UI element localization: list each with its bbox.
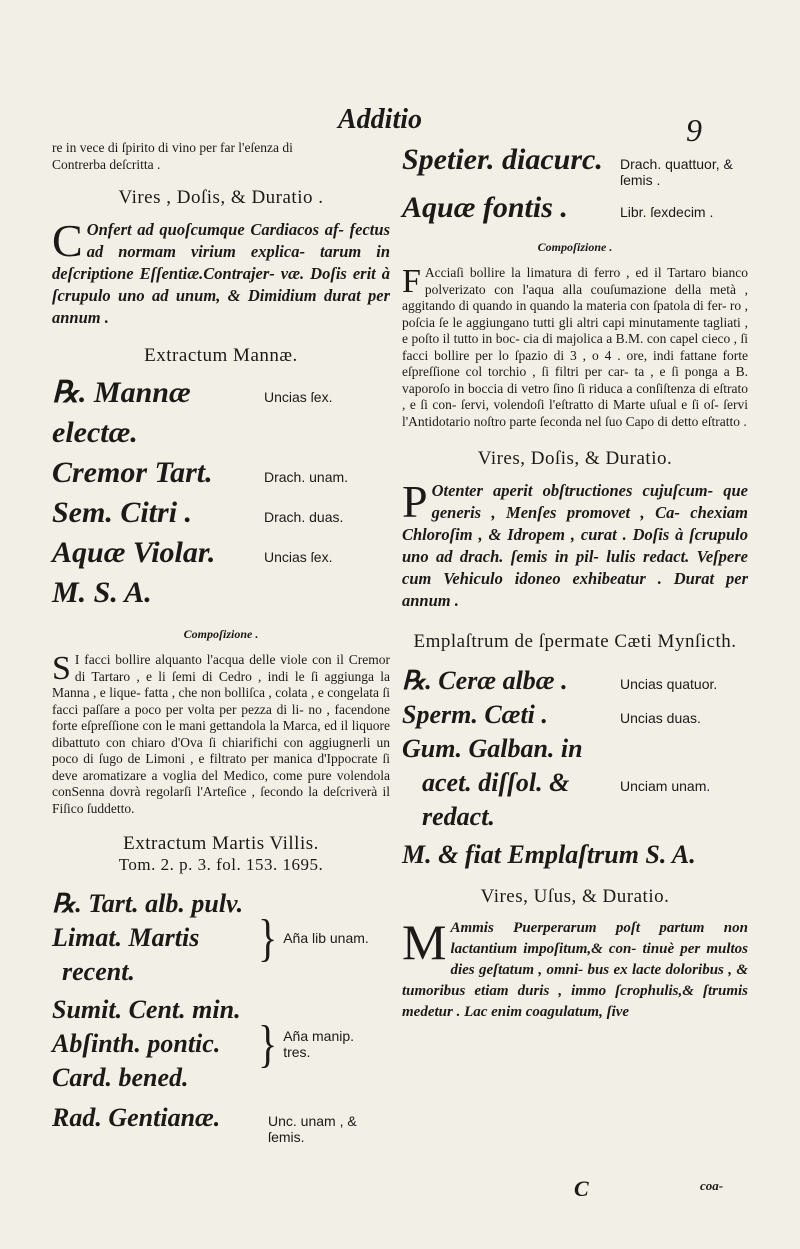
ingredient: Rad. Gentianæ. bbox=[52, 1103, 221, 1132]
ingredient-group bbox=[52, 993, 252, 1095]
recipe-row bbox=[402, 140, 748, 188]
recipe-row bbox=[402, 800, 748, 834]
composizione-paragraph bbox=[402, 265, 748, 430]
recipe-row bbox=[402, 766, 748, 800]
right-column bbox=[402, 140, 748, 1023]
ingredient: M. S. A. bbox=[52, 576, 152, 609]
recipe-row bbox=[402, 664, 748, 698]
dose: Uncias ſex. bbox=[264, 389, 333, 405]
dose: Uncias duas. bbox=[620, 710, 701, 726]
ingredient: Spetier. diacurc. bbox=[402, 143, 603, 176]
page-number: 9 bbox=[686, 112, 702, 148]
drop-cap: C bbox=[52, 215, 83, 266]
extract-title: Extractum Martis Villis. bbox=[123, 833, 319, 854]
vires-text: Otenter aperit obſtructiones cujuſcum- que generis , Menſes promovet , Ca- chexiam Chloroſim , & Idropem , curat . Doſis à ſcrupulo uno ad drach. ſemis in pil- lulis redact. Veſpere cum Vehiculo idoneo exhibeatur . Durat per annum . bbox=[402, 481, 748, 610]
ingredient: Aquæ fontis . bbox=[402, 191, 568, 224]
intro-line: re in vece di ſpirito di vino per far l'eſenza di bbox=[52, 140, 293, 155]
ingredient: ℞. Mannæ electæ. bbox=[52, 376, 191, 449]
emplastrum-final: M. & fiat Emplaſtrum S. A. bbox=[402, 840, 696, 869]
dose: Aña manip. tres. bbox=[283, 1028, 355, 1060]
intro-text bbox=[52, 140, 390, 173]
ingredient: Sem. Citri . bbox=[52, 496, 193, 529]
catchword: coa- bbox=[700, 1178, 724, 1193]
ingredient: recent. bbox=[62, 957, 135, 986]
dose: Drach. unam. bbox=[264, 469, 349, 485]
martis-group bbox=[52, 887, 390, 989]
extract-title: Extractum Mannæ. bbox=[144, 345, 298, 366]
manna-recipe bbox=[52, 373, 390, 613]
brace: } bbox=[258, 908, 278, 967]
intro-line: Contrerba deſcritta . bbox=[52, 156, 161, 172]
drop-cap: P bbox=[402, 476, 428, 527]
ingredient: ℞. Tart. alb. pulv. bbox=[52, 889, 244, 918]
ingredient: Abſinth. pontic. bbox=[52, 1029, 221, 1058]
dose: Libr. ſexdecim . bbox=[620, 204, 714, 220]
reference-line: Tom. 2. p. 3. fol. 153. 1695. bbox=[118, 855, 324, 874]
drop-cap: F bbox=[402, 263, 421, 300]
composizione-text: I facci bollire alquanto l'acqua delle viole con il Cremor di Tartaro , e li ſemi di Cedro , indi le ſi aggiunga la Manna , e lique- fatta , che non bolliſca , colata , e congelata ſi facci paſſare a poco per volta per pezza di li- no , facendone forte eſpreſſione con le mani gettandola la Marca, ed il liquore dibattuto con chiaro d'Ova ſi chiarifichi con aggiugnerli un poco di ſugo de Limoni , e filtrato per manica d'Ippocrate ſi deve aromatizare a voglia del Medico, come pure volendola conSenna dovrà regolarſi l'Arteſice , ſecondo la deſcriverà il Fiſico ſuddetto. bbox=[52, 652, 390, 816]
vires-title: Vires, Doſis, & Duratio. bbox=[477, 448, 673, 469]
drop-cap: M bbox=[402, 914, 447, 970]
signature-mark: C bbox=[574, 1176, 589, 1201]
dose: Uncias ſex. bbox=[264, 549, 333, 565]
drop-cap: S bbox=[52, 650, 71, 687]
composizione-heading: Compoſizione . bbox=[183, 627, 259, 641]
emplastrum-title: Emplaſtrum de ſpermate Cæti Mynſicth. bbox=[413, 631, 737, 652]
martis-group bbox=[52, 993, 390, 1095]
vires-text: Ammis Puerperarum poſt partum non lactantium impoſitum,& con- tinuè per multos dies geſtatum , omni- bus ex lacte doloribus , & tumoribus etiam duris , immo ſcrophulis,& ſtrumis medetur . Lac enim coagulatum, ſive bbox=[402, 920, 748, 1020]
dose: Unciam unam. bbox=[620, 778, 711, 794]
recipe-row bbox=[52, 453, 390, 493]
recipe-row bbox=[52, 373, 390, 453]
recipe-row bbox=[402, 188, 748, 228]
ingredient: Limat. Martis bbox=[52, 923, 200, 952]
recipe-row bbox=[402, 698, 748, 732]
recipe-row bbox=[52, 493, 390, 533]
brace: } bbox=[258, 1014, 278, 1073]
dose: Uncias quatuor. bbox=[620, 676, 718, 692]
ingredient-group bbox=[52, 887, 252, 989]
vires-title: Vires, Uſus, & Duratio. bbox=[480, 886, 670, 907]
dose: Aña lib unam. bbox=[283, 930, 369, 946]
composizione-text: Acciaſi bollire la limatura di ferro , ed il Tartaro bianco polverizato con l'aqua alla couſumazione della metà , aggitando di quando in quando la materia con ſpatola di fer- ro , poſcia ſe le aggiungano tutti gli altri capi minutamente tagliati , e poſto il tutto in boc- cia di majolica a B.M. con capel cieco , ſi facci bollire per lo ſpazio di 3 , o 4 . ore, indi fattane forte eſpreſſione col torchio , ſi filtri per car- ta , e ſi ponga a B. vaporoſo in boccia di vetro ſino ſi riduca a conſiſtenza di eſtrato , e ſi con- ſervi, volendoſi l'eſtratto di Marte uſual e ſi oſ- ſervi l'Antidotario noſtro parte ſeconda nel ſuo Capo di detto eſtratto . bbox=[402, 265, 748, 429]
composizione-paragraph bbox=[52, 652, 390, 817]
ingredient: Cremor Tart. bbox=[52, 456, 213, 489]
emplastrum-recipe bbox=[402, 664, 748, 834]
ingredient: redact. bbox=[422, 802, 495, 831]
ingredient: Aquæ Violar. bbox=[52, 536, 216, 569]
dose: Drach. quattuor, & ſemis . bbox=[620, 156, 733, 188]
recipe-row bbox=[402, 732, 748, 766]
vires-paragraph bbox=[402, 476, 748, 612]
ingredient: Sumit. Cent. min. bbox=[52, 995, 241, 1024]
ingredient: Sperm. Cæti . bbox=[402, 700, 548, 729]
running-title: Additio bbox=[337, 104, 422, 135]
vires-title: Vires , Doſis, & Duratio . bbox=[118, 187, 324, 208]
left-column bbox=[52, 140, 390, 1145]
ingredient: Card. bened. bbox=[52, 1063, 189, 1092]
dose: Unc. unam , & ſemis. bbox=[268, 1113, 357, 1145]
vires-paragraph bbox=[402, 914, 748, 1023]
ingredient: ℞. Ceræ albæ . bbox=[402, 666, 568, 695]
ingredient: acet. diſſol. & bbox=[422, 768, 570, 797]
composizione-heading: Compoſizione . bbox=[537, 240, 613, 254]
recipe-row bbox=[52, 1101, 390, 1145]
ingredient: Gum. Galban. in bbox=[402, 734, 583, 763]
vires-paragraph bbox=[52, 215, 390, 329]
dose: Drach. duas. bbox=[264, 509, 344, 525]
vires-text: Onfert ad quoſcumque Cardiacos af- fectus ad normam virium explica- tarum in deſcriptione Eſſentiæ.Contrajer- væ. Doſis erit à ſcrupulo uno ad unum, & Dimidium durat per annum . bbox=[52, 220, 390, 327]
recipe-row bbox=[52, 533, 390, 573]
recipe-row bbox=[52, 573, 390, 613]
